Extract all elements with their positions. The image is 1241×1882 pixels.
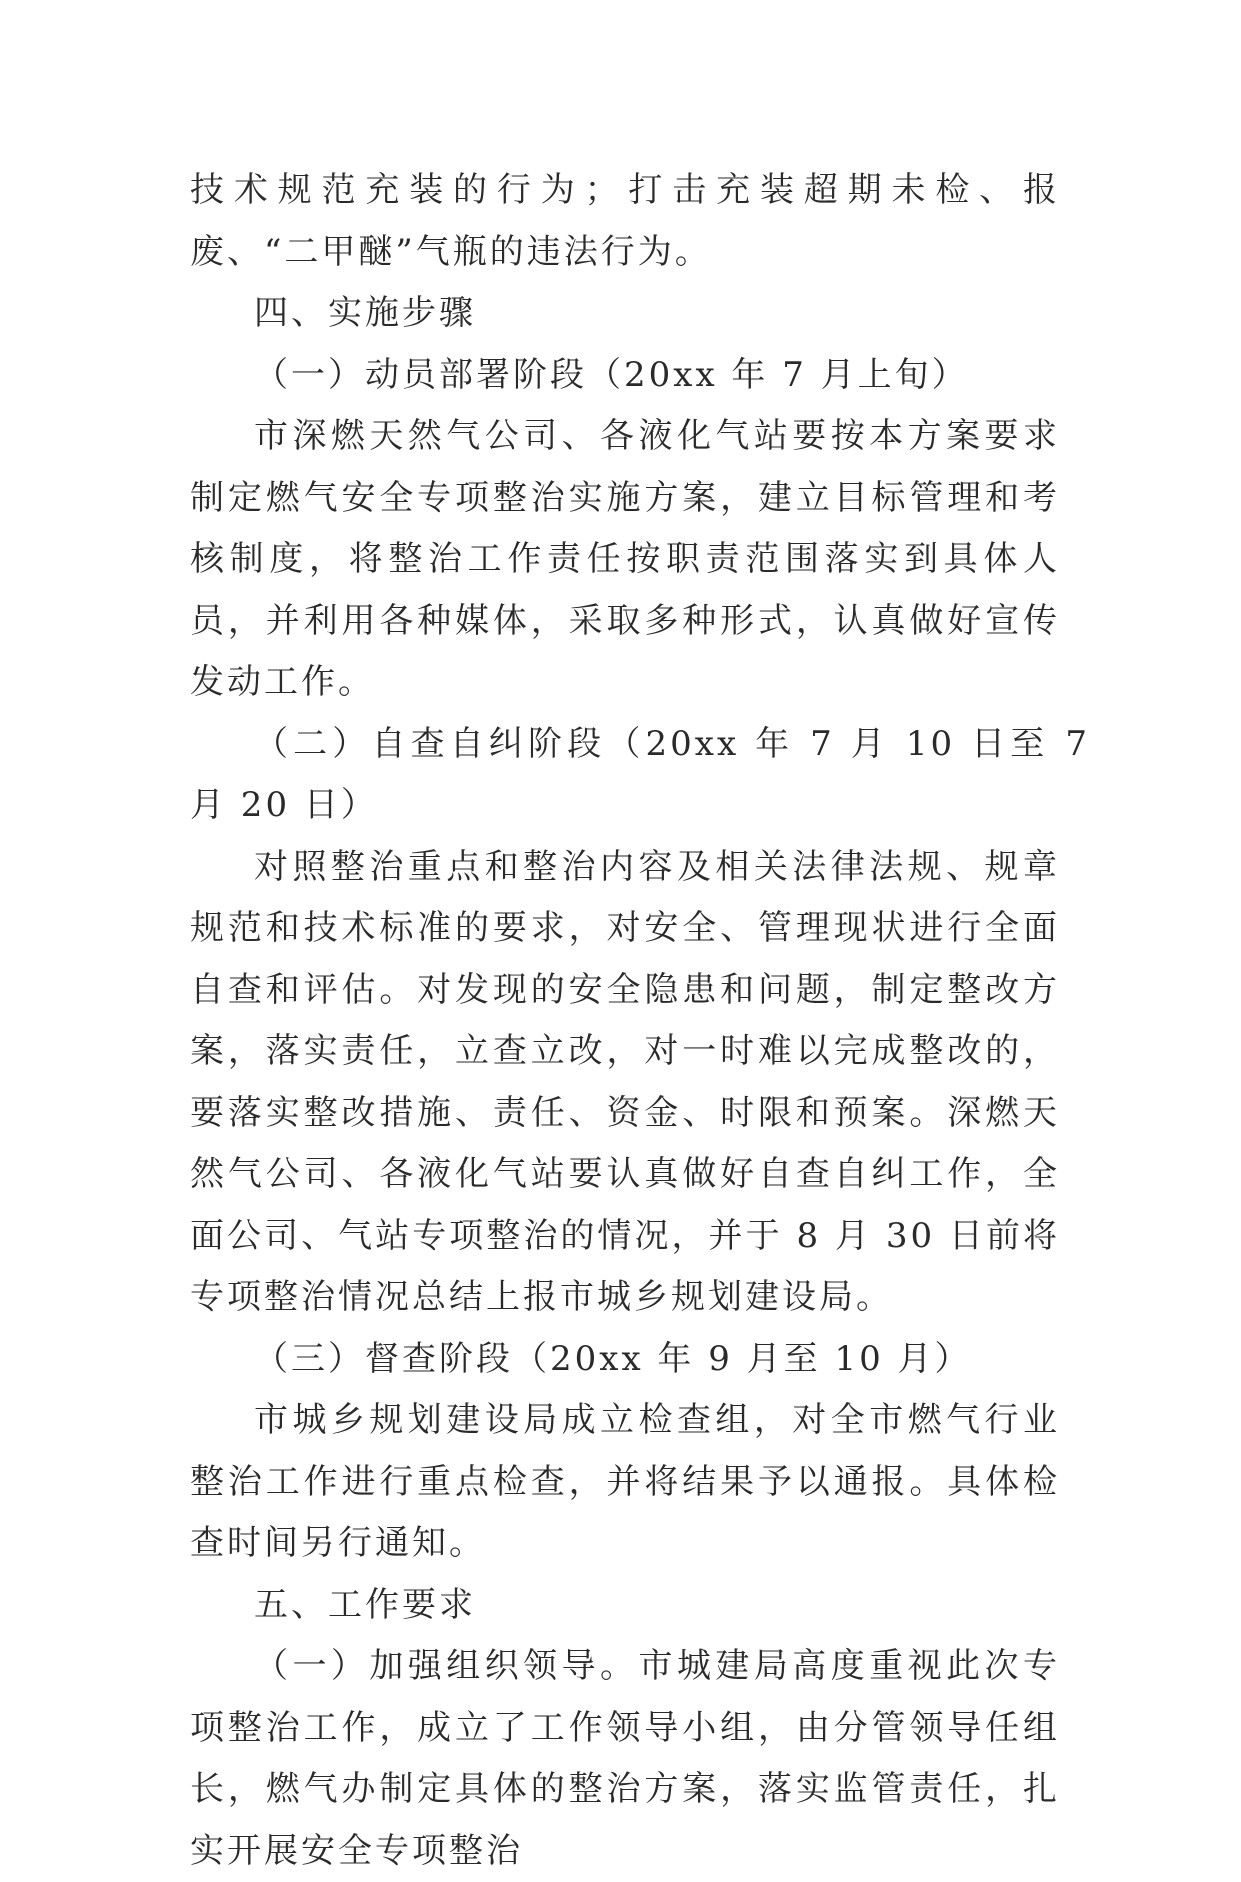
subheading-self-inspection-stage: （二）自查自纠阶段（20xx 年 7 月 10 日至 7 月 20 日） xyxy=(190,723,1090,825)
paragraph-continuation: 技术规范充装的行为；打击充装超期未检、报废、“二甲醚”气瓶的违法行为。 xyxy=(190,170,1060,272)
section-heading-implementation-steps: 四、实施步骤 xyxy=(254,293,476,333)
subheading-supervision-stage: （三）督查阶段（20xx 年 9 月至 10 月） xyxy=(254,1338,972,1379)
paragraph-supervision: 市城乡规划建设局成立检查组，对全市燃气行业整治工作进行重点检查，并将结果予以通报。具体检查时间另行通知。 xyxy=(190,1400,1060,1563)
subheading-mobilization-stage: （一）动员部署阶段（20xx 年 7 月上旬） xyxy=(254,354,969,395)
paragraph-organization-leadership: （一）加强组织领导。市城建局高度重视此次专项整治工作，成立了工作领导小组，由分管领导任组长，燃气办制定具体的整治方案，落实监管责任，扎实开展安全专项整治 xyxy=(190,1646,1060,1871)
paragraph-mobilization: 市深燃天然气公司、各液化气站要按本方案要求制定燃气安全专项整治实施方案，建立目标管理和考核制度，将整治工作责任按职责范围落实到具体人员，并利用各种媒体，采取多种形式，认真做好宣传发动工作。 xyxy=(190,416,1060,702)
section-heading-work-requirements: 五、工作要求 xyxy=(254,1584,476,1625)
paragraph-self-inspection: 对照整治重点和整治内容及相关法律法规、规章规范和技术标准的要求，对安全、管理现状进行全面自查和评估。对发现的安全隐患和问题，制定整改方案，落实责任，立查立改，对一时难以完成整改的，要落实整改措施、责任、资金、时限和预案。深燃天然气公司、各液化气站要认真做好自查自纠工作，全面公司、气站专项整治的情况，并于 8 月 30 日前将专项整治情况总结上报市城乡规划建设局。 xyxy=(190,846,1060,1317)
document-body xyxy=(190,160,1090,1882)
